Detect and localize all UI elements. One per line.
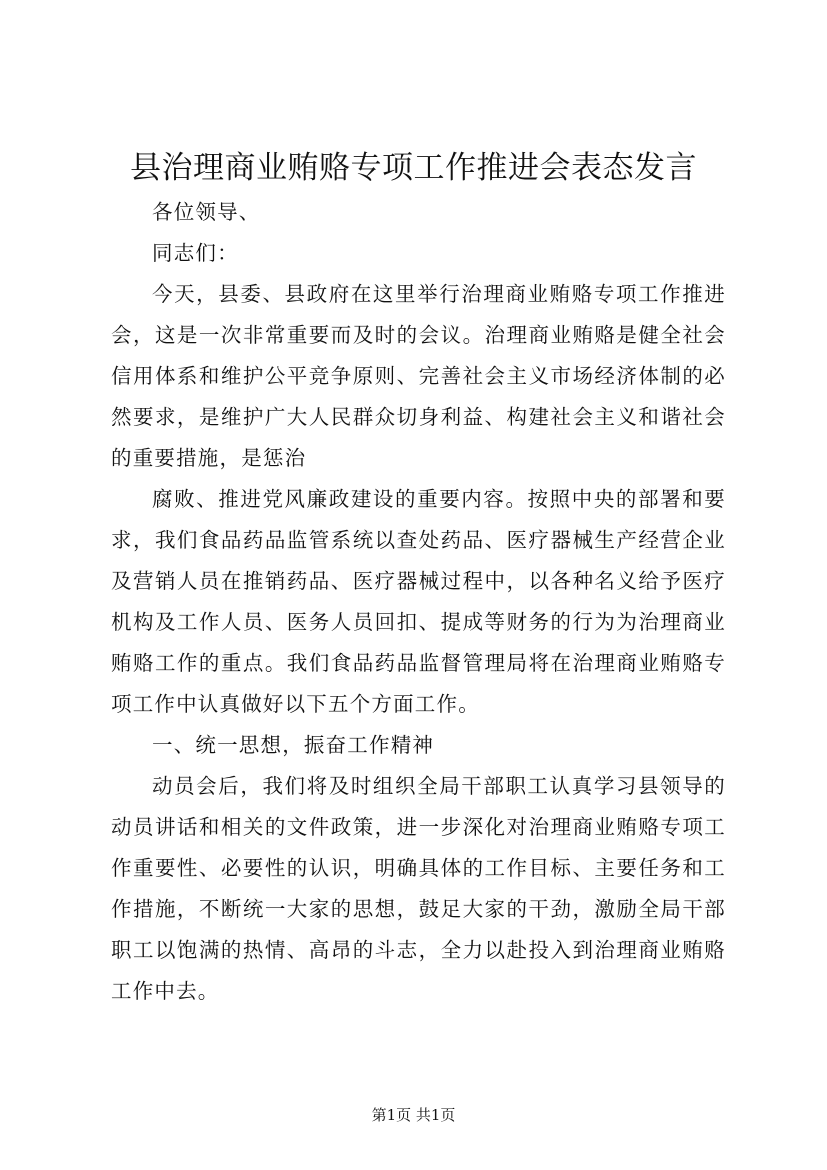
greeting-line-2: 同志们：: [152, 241, 239, 265]
page-footer: 第1页 共1页: [371, 1106, 456, 1124]
document-body: [111, 192, 726, 1012]
greeting-line-1: 各位领导、: [152, 200, 261, 224]
document-title: 县治理商业贿赂专项工作推进会表态发言: [130, 150, 697, 186]
paragraph-section-1: 动员会后，我们将及时组织全局干部职工认真学习县领导的动员讲话和相关的文件政策，进一步深化对治理商业贿赂专项工作重要性、必要性的认识，明确具体的工作目标、主要任务和工作措施，不断统一大家的思想，鼓足大家的干劲，激励全局干部职工以饱满的热情、高昂的斗志，全力以赴投入到治理商业贿赂工作中去。: [111, 774, 726, 1003]
paragraph-opening: 今天，县委、县政府在这里举行治理商业贿赂专项工作推进会，这是一次非常重要而及时的会议。治理商业贿赂是健全社会信用体系和维护公平竞争原则、完善社会主义市场经济体制的必然要求，是维护广大人民群众切身利益、构建社会主义和谐社会的重要措施，是惩治: [111, 282, 726, 470]
section-heading-1: 一、统一思想，振奋工作精神: [152, 733, 435, 757]
paragraph-work-focus: 腐败、推进党风廉政建设的重要内容。按照中央的部署和要求，我们食品药品监管系统以查处药品、医疗器械生产经营企业及营销人员在推销药品、医疗器械过程中，以各种名义给予医疗机构及工作人员、医务人员回扣、提成等财务的行为为治理商业贿赂工作的重点。我们食品药品监督管理局将在治理商业贿赂专项工作中认真做好以下五个方面工作。: [111, 487, 726, 716]
